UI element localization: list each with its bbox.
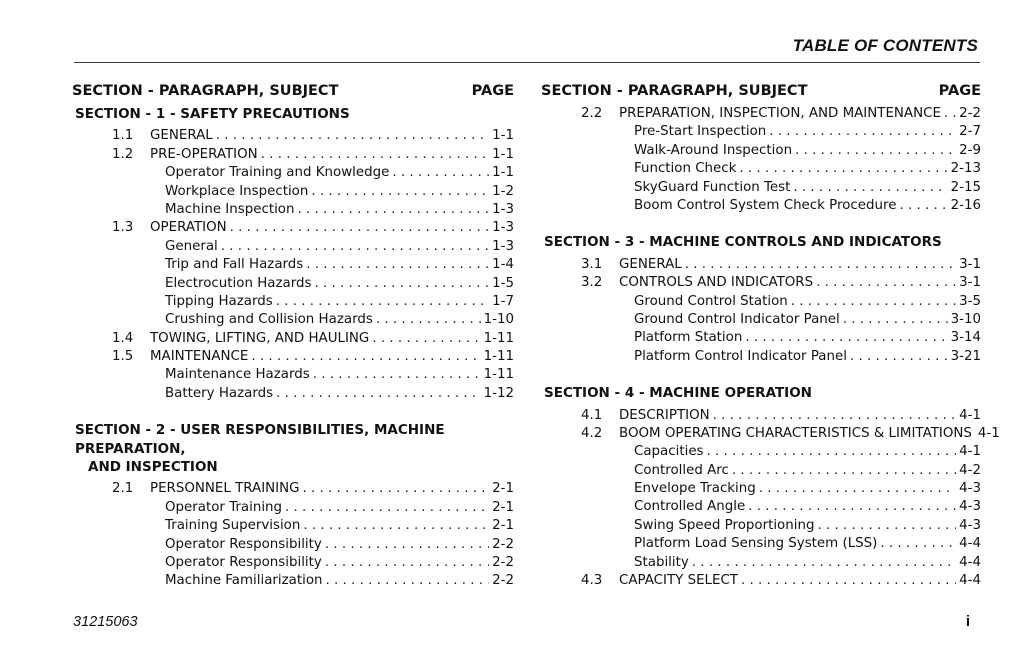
toc-entry[interactable] (541, 554, 981, 572)
dot-leader (791, 293, 956, 311)
toc-entry-page: 1-1 (492, 128, 514, 144)
toc-entry-page: 1-4 (492, 257, 514, 273)
column-heading-subject: SECTION - PARAGRAPH, SUBJECT (541, 83, 808, 99)
toc-entry[interactable] (72, 536, 514, 554)
toc-entry-label: Machine Familiarization (165, 573, 323, 589)
toc-entry-label: Battery Hazards (165, 385, 274, 401)
toc-entry-label: CONTROLS AND INDICATORS (619, 275, 814, 291)
toc-entry[interactable] (72, 275, 514, 293)
toc-entry-label: BOOM OPERATING CHARACTERISTICS & LIMITATIONS (619, 425, 972, 441)
toc-entry[interactable] (72, 366, 514, 384)
toc-entry-label: Operator Responsibility (165, 536, 322, 552)
dot-leader (843, 311, 948, 329)
toc-entry[interactable] (72, 164, 514, 182)
toc-entry[interactable] (72, 146, 514, 164)
dot-leader (899, 197, 947, 215)
dot-leader (297, 201, 489, 219)
toc-entry-label: Boom Control System Check Procedure (634, 197, 897, 213)
toc-entry-page: 2-2 (959, 106, 981, 121)
toc-entry-number: 1.1 (112, 128, 134, 144)
dot-leader (313, 366, 481, 384)
toc-entry[interactable] (72, 385, 514, 403)
toc-entry[interactable] (72, 348, 514, 366)
toc-entry-page: 1-1 (492, 165, 514, 181)
toc-entry-label: Envelope Tracking (634, 481, 756, 497)
toc-entry[interactable] (72, 256, 514, 274)
toc-entry-page: 1-11 (483, 349, 514, 365)
page-title: TABLE OF CONTENTS (792, 36, 978, 55)
toc-entry-label: Crushing and Collision Hazards (165, 312, 373, 328)
toc-entry-page: 1-2 (492, 183, 514, 199)
toc-entry-label: MAINTENANCE (150, 349, 249, 365)
column-heading-left (72, 80, 514, 103)
toc-entry[interactable] (72, 311, 514, 329)
dot-leader (303, 480, 490, 498)
section-1-title: SECTION - 1 - SAFETY PRECAUTIONS (75, 106, 350, 122)
toc-entry-number: 1.5 (112, 349, 134, 365)
toc-entry-page: 3-14 (950, 330, 981, 346)
toc-entry[interactable] (541, 123, 981, 141)
section-1-entries (72, 127, 514, 403)
toc-entry-label: General (165, 238, 218, 254)
toc-entry-label: SkyGuard Function Test (634, 179, 791, 195)
dot-leader (795, 142, 956, 160)
dot-leader (276, 293, 489, 311)
toc-entry-label: Operator Training and Knowledge (165, 165, 390, 181)
toc-entry-number: 3.1 (581, 256, 603, 272)
toc-entry-label: GENERAL (150, 128, 213, 144)
section-4-entries (541, 407, 1000, 591)
dot-leader (748, 498, 956, 516)
header-divider (74, 62, 980, 63)
toc-entry-label: Capacities (634, 444, 704, 460)
toc-entry-page: 4-3 (959, 481, 981, 497)
toc-entry-page: 2-2 (492, 555, 514, 571)
toc-entry-label: Platform Station (634, 330, 743, 346)
toc-entry-page: 1-11 (483, 367, 514, 383)
toc-entry-label: Function Check (634, 161, 737, 177)
document-number: 31215063 (73, 614, 138, 630)
dot-leader (732, 462, 956, 480)
toc-entry-label: Operator Training (165, 499, 283, 515)
toc-entry-label: Electrocution Hazards (165, 275, 312, 291)
dot-leader (793, 179, 947, 197)
toc-entry-label: Trip and Fall Hazards (165, 257, 304, 273)
toc-entry-label: PERSONNEL TRAINING (150, 481, 300, 497)
toc-entry[interactable] (541, 197, 981, 215)
toc-entry-page: 1-3 (492, 238, 514, 254)
dot-leader (261, 146, 489, 164)
section-2-continued-entries (541, 105, 981, 215)
toc-entry-page: 1-10 (483, 312, 514, 328)
dot-leader (251, 348, 480, 366)
toc-entry-label: GENERAL (619, 256, 682, 272)
dot-leader (311, 183, 489, 201)
toc-entry[interactable] (541, 179, 981, 197)
toc-entry[interactable] (541, 443, 981, 461)
toc-entry-page: 3-1 (959, 256, 981, 272)
toc-entry[interactable] (541, 572, 981, 590)
dot-leader (769, 123, 956, 141)
toc-entry-label: Platform Load Sensing System (LSS) (634, 536, 878, 552)
toc-entry-label: TOWING, LIFTING, AND HAULING (150, 330, 370, 346)
column-heading-right (541, 80, 981, 103)
dot-leader (944, 105, 956, 123)
toc-entry[interactable] (72, 499, 514, 517)
toc-entry-label: Controlled Angle (634, 499, 746, 515)
toc-entry-page: 3-5 (959, 293, 981, 309)
dot-leader (759, 480, 956, 498)
toc-entry-page: 4-1 (959, 407, 981, 423)
dot-leader (692, 554, 956, 572)
toc-entry[interactable] (72, 480, 514, 498)
column-heading-page: PAGE (938, 83, 981, 99)
toc-entry-label: Ground Control Indicator Panel (634, 311, 840, 327)
section-2-title-line1: SECTION - 2 - USER RESPONSIBILITIES, MACHINE PREPARATION, (75, 422, 445, 457)
toc-entry-page: 2-2 (492, 573, 514, 589)
toc-entry[interactable] (72, 183, 514, 201)
column-heading-subject: SECTION - PARAGRAPH, SUBJECT (72, 83, 339, 99)
toc-entry[interactable] (541, 407, 981, 425)
toc-entry-page: 2-1 (492, 499, 514, 515)
toc-entry-page: 4-3 (959, 517, 981, 533)
toc-entry-page: 1-11 (483, 330, 514, 346)
toc-entry-page: 2-15 (950, 179, 981, 195)
toc-entry[interactable] (72, 127, 514, 145)
toc-entry-page: 2-9 (959, 142, 981, 158)
toc-entry-page: 4-4 (959, 554, 981, 570)
section-2-title (72, 421, 514, 476)
toc-entry-label: DESCRIPTION (619, 407, 710, 423)
dot-leader (745, 329, 947, 347)
toc-entry-label: Tipping Hazards (165, 293, 273, 309)
toc-entry[interactable] (541, 105, 981, 123)
toc-entry-page: 3-21 (950, 348, 981, 364)
toc-entry-label: Operator Responsibility (165, 555, 322, 571)
toc-entry-label: PRE-OPERATION (150, 146, 258, 162)
toc-left-column (72, 80, 514, 591)
toc-entry-label: CAPACITY SELECT (619, 573, 738, 589)
toc-entry[interactable] (541, 425, 1000, 443)
toc-entry-page: 4-1 (959, 444, 981, 460)
dot-leader (326, 572, 490, 590)
toc-entry-page: 4-3 (959, 499, 981, 515)
dot-leader (850, 348, 948, 366)
dot-leader (713, 407, 956, 425)
toc-entry[interactable] (541, 293, 981, 311)
toc-entry-number: 2.2 (581, 106, 603, 121)
toc-entry-label: Training Supervision (165, 518, 301, 534)
toc-entry-page: 2-13 (950, 161, 981, 177)
toc-entry[interactable] (72, 219, 514, 237)
section-4-title: SECTION - 4 - MACHINE OPERATION (544, 385, 812, 402)
toc-entry-page: 4-1 (977, 425, 1000, 441)
toc-entry-page: 4-4 (959, 536, 981, 552)
toc-entry-label: Ground Control Station (634, 293, 788, 309)
toc-entry[interactable] (541, 274, 981, 292)
toc-entry-page: 2-1 (492, 518, 514, 534)
toc-entry-number: 1.3 (112, 220, 134, 236)
toc-entry[interactable] (72, 572, 514, 590)
dot-leader (880, 535, 956, 553)
toc-entry-label: Platform Control Indicator Panel (634, 348, 847, 364)
toc-right-column (541, 80, 1000, 590)
dot-leader (816, 274, 956, 292)
section-2-entries (72, 480, 514, 590)
toc-entry-page: 1-3 (492, 220, 514, 236)
toc-entry[interactable] (541, 311, 981, 329)
dot-leader (325, 554, 489, 572)
toc-entry-label: Workplace Inspection (165, 183, 309, 199)
toc-entry-label: Stability (634, 554, 689, 570)
toc-entry[interactable] (72, 201, 514, 219)
toc-entry[interactable] (72, 293, 514, 311)
toc-entry-number: 1.4 (112, 330, 134, 346)
toc-entry[interactable] (72, 330, 514, 348)
dot-leader (739, 160, 947, 178)
dot-leader (325, 536, 489, 554)
dot-leader (276, 385, 481, 403)
toc-entry-number: 4.2 (581, 425, 603, 441)
toc-entry-page: 4-2 (959, 462, 981, 478)
section-2-title-line2: AND INSPECTION (88, 459, 218, 476)
toc-entry[interactable] (541, 348, 981, 366)
toc-entry-number: 4.3 (581, 573, 603, 589)
dot-leader (221, 238, 489, 256)
toc-entry[interactable] (541, 498, 981, 516)
toc-entry-page: 1-5 (492, 275, 514, 291)
dot-leader (306, 256, 489, 274)
toc-entry[interactable] (541, 160, 981, 178)
toc-entry-page: 2-16 (950, 197, 981, 213)
toc-entry[interactable] (541, 462, 981, 480)
dot-leader (817, 517, 956, 535)
toc-entry-page: 3-1 (959, 275, 981, 291)
toc-entry-label: OPERATION (150, 220, 227, 236)
dot-leader (216, 127, 489, 145)
toc-entry-number: 4.1 (581, 407, 603, 423)
section-3-title: SECTION - 3 - MACHINE CONTROLS AND INDICATORS (544, 234, 942, 251)
toc-entry-page: 1-12 (483, 385, 514, 401)
dot-leader (230, 219, 489, 237)
toc-entry-label: Maintenance Hazards (165, 367, 310, 383)
dot-leader (314, 275, 489, 293)
dot-leader (685, 256, 956, 274)
toc-entry[interactable] (72, 554, 514, 572)
toc-entry-page: 1-3 (492, 201, 514, 217)
toc-entry-page: 2-7 (959, 124, 981, 140)
toc-entry-number: 1.2 (112, 146, 134, 162)
toc-entry-label: Swing Speed Proportioning (634, 517, 815, 533)
dot-leader (372, 330, 480, 348)
dot-leader (303, 517, 489, 535)
toc-entry-number: 3.2 (581, 275, 603, 291)
toc-entry-page: 1-7 (492, 293, 514, 309)
toc-entry-number: 2.1 (112, 481, 134, 497)
toc-entry[interactable] (72, 517, 514, 535)
dot-leader (376, 311, 481, 329)
toc-entry[interactable] (541, 517, 981, 535)
section-3-entries (541, 256, 981, 366)
toc-entry[interactable] (541, 535, 981, 553)
dot-leader (285, 499, 489, 517)
column-heading-page: PAGE (471, 83, 514, 99)
toc-entry[interactable] (541, 142, 981, 160)
dot-leader (741, 572, 956, 590)
toc-entry-label: Pre-Start Inspection (634, 124, 767, 140)
toc-entry[interactable] (72, 238, 514, 256)
toc-entry-page: 2-1 (492, 481, 514, 497)
toc-entry-page: 1-1 (492, 146, 514, 162)
dot-leader (392, 164, 489, 182)
toc-entry-label: Controlled Arc (634, 462, 729, 478)
toc-entry-label: PREPARATION, INSPECTION, AND MAINTENANCE (619, 106, 941, 121)
toc-entry-label: Machine Inspection (165, 201, 295, 217)
toc-entry[interactable] (541, 329, 981, 347)
toc-entry-page: 3-10 (950, 311, 981, 327)
dot-leader (707, 443, 957, 461)
toc-entry-page: 2-2 (492, 536, 514, 552)
toc-entry-label: Walk-Around Inspection (634, 142, 793, 158)
toc-entry-page: 4-4 (959, 573, 981, 589)
page-number: i (965, 613, 970, 630)
toc-entry[interactable] (541, 480, 981, 498)
toc-entry[interactable] (541, 256, 981, 274)
